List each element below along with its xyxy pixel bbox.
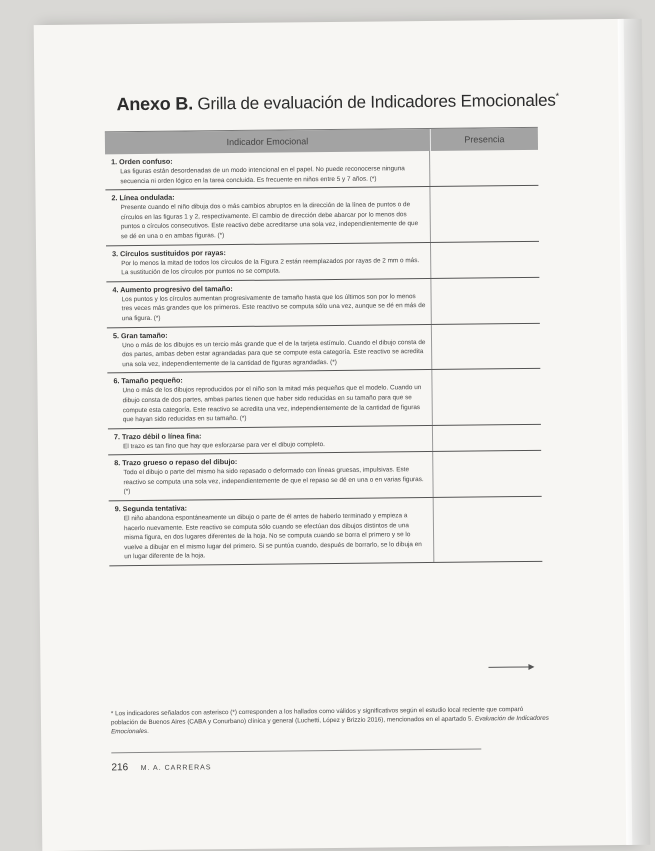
table-row [105, 186, 539, 246]
presence-cell[interactable] [432, 323, 540, 369]
indicator-cell [108, 452, 433, 500]
indicator-title: 8. Trazo grueso o repaso del dibujo: [114, 455, 428, 468]
indicator-cell [107, 370, 433, 428]
footnote-italic-ref: Evaluación de Indicadores Emocionales [111, 715, 549, 736]
running-author: M. A. CARRERAS [141, 764, 212, 772]
table-body [105, 150, 542, 567]
indicator-description: El niño abandona espontáneamente un dibujo o parte de él antes de haberlo terminado y empieza a hacerlo nuevamente. Este reactivo se computa sólo cuando se efectúan dos dibujos distintos de una misma figura, en dos lugares diferentes de la hoja. No se computa cuando se borra el primero y se lo vuelve a dibujar en el mismo lugar del primero. Si se puntúa cuando, después de borrarlo, se lo dibuja en un lugar diferente de la hoja. [115, 511, 429, 562]
presence-cell[interactable] [431, 278, 539, 324]
presence-cell[interactable] [432, 369, 541, 425]
title-annex-label: Anexo B. [116, 93, 193, 114]
indicator-description: Los puntos y los círculos aumentan progresivamente de tamaño hasta que los últimos son por lo menos tres veces más grandes que los primeros. Este reactivo se computa sólo una vez, aunque se dé en más de una figura. (*) [113, 292, 427, 324]
indicator-cell [106, 279, 431, 327]
footnote-end: . [147, 728, 149, 735]
presence-cell[interactable] [433, 425, 541, 452]
emotional-indicators-table [105, 127, 543, 567]
header-indicator: Indicador Emocional [105, 129, 431, 154]
indicator-description: El trazo es tan fino que hay que esforzarse para ver el dibujo completo. [114, 439, 428, 452]
indicator-title: 3. Círculos sustituidos por rayas: [112, 246, 426, 259]
table-row [107, 369, 541, 429]
indicator-description: Uno o más de los dibujos reproducidos por el niño son la mitad más pequeños que el modelo. Cuando un dibujo consta de dos partes, ambas partes tienen que haber sido reducidas en su tamaño para que se compute esta categoría. Este reactivo se acredita una vez, independientemente de la cantidad de figuras que hayan sido reducidas en su tamaño. (*) [113, 383, 427, 425]
title-footnote-marker: * [556, 91, 559, 101]
indicator-description: Las figuras están desordenadas de un modo intencional en el papel. No puede reconocerse ninguna secuencia ni orden lógico en la tarea concluida. Es frecuente en niños entre 5 y 7 años. (*) [111, 164, 425, 186]
footnote-text: * Los indicadores señalados con asterisco (*) corresponden a los hallados como válidos y significativos según el estudio local reciente que comparó población de Buenos Aires (CABA y Conurbano) clínica y general (Luchetti, López y Brizzio 2016), mencionados en el apartado 5. [111, 706, 523, 726]
indicator-cell [105, 151, 430, 190]
continue-arrow-icon [488, 663, 534, 671]
presence-cell[interactable] [430, 186, 539, 242]
indicator-cell [108, 426, 433, 455]
table-row [105, 150, 538, 191]
table-row [108, 451, 541, 501]
presence-cell[interactable] [431, 241, 539, 277]
footer-divider [111, 748, 481, 753]
presence-cell[interactable] [434, 497, 543, 562]
indicator-cell [105, 187, 431, 245]
indicator-title: 6. Tamaño pequeño: [113, 373, 427, 386]
title-text: Grilla de evaluación de Indicadores Emocionales [197, 91, 555, 114]
indicator-title: 1. Orden confuso: [111, 154, 425, 167]
table-row [106, 241, 539, 282]
presence-cell[interactable] [433, 451, 541, 497]
table-row [109, 497, 543, 566]
indicator-cell [107, 324, 432, 372]
page-title [116, 89, 576, 115]
page-edge-shadow [618, 19, 651, 845]
indicator-title: 7. Trazo débil o línea fina: [114, 429, 428, 442]
book-page [34, 19, 633, 851]
presence-cell[interactable] [430, 150, 538, 186]
indicator-description: Uno o más de los dibujos es un tercio más grande que el de la tarjeta estímulo. Cuando el dibujo consta de dos partes, ambas deben estar agrandadas para que se compute esta categoría. Este reactivo se acredita una sola vez, independientemente de la cantidad de figuras agrandadas. (*) [113, 338, 427, 370]
indicator-description: Todo el dibujo o parte del mismo ha sido repasado o deformado con líneas gruesas, impulsivas. Este reactivo se computa una sola vez, independientemente de que el repaso se dé en una o en varias figuras. (*) [114, 465, 428, 497]
indicator-title: 9. Segunda tentativa: [115, 501, 429, 514]
table-row [106, 278, 539, 328]
footnote [111, 705, 551, 737]
table-row [107, 323, 540, 373]
page-footer [111, 761, 211, 773]
indicator-cell [106, 243, 431, 282]
page-number: 216 [111, 762, 128, 773]
indicator-title: 2. Línea ondulada: [111, 190, 425, 203]
indicator-title: 5. Gran tamaño: [113, 328, 427, 341]
indicator-title: 4. Aumento progresivo del tamaño: [112, 282, 426, 295]
indicator-description: Por lo menos la mitad de todos los círculos de la Figura 2 están reemplazados por rayas de 2 mm o más. La sustitución de los círculos por puntos no se computa. [112, 256, 426, 278]
indicator-description: Presente cuando el niño dibuja dos o más cambios abruptos en la dirección de la línea de puntos o de círculos en las figuras 1 y 2, respectivamente. El cambio de dirección debe abarcar por lo menos dos puntos o círculos consecutivos. Este reactivo debe acreditarse una sola vez, independientemente de que se dé en una o en ambas figuras. (*) [112, 200, 426, 242]
indicator-cell [109, 498, 435, 565]
header-presence: Presencia [431, 128, 538, 151]
